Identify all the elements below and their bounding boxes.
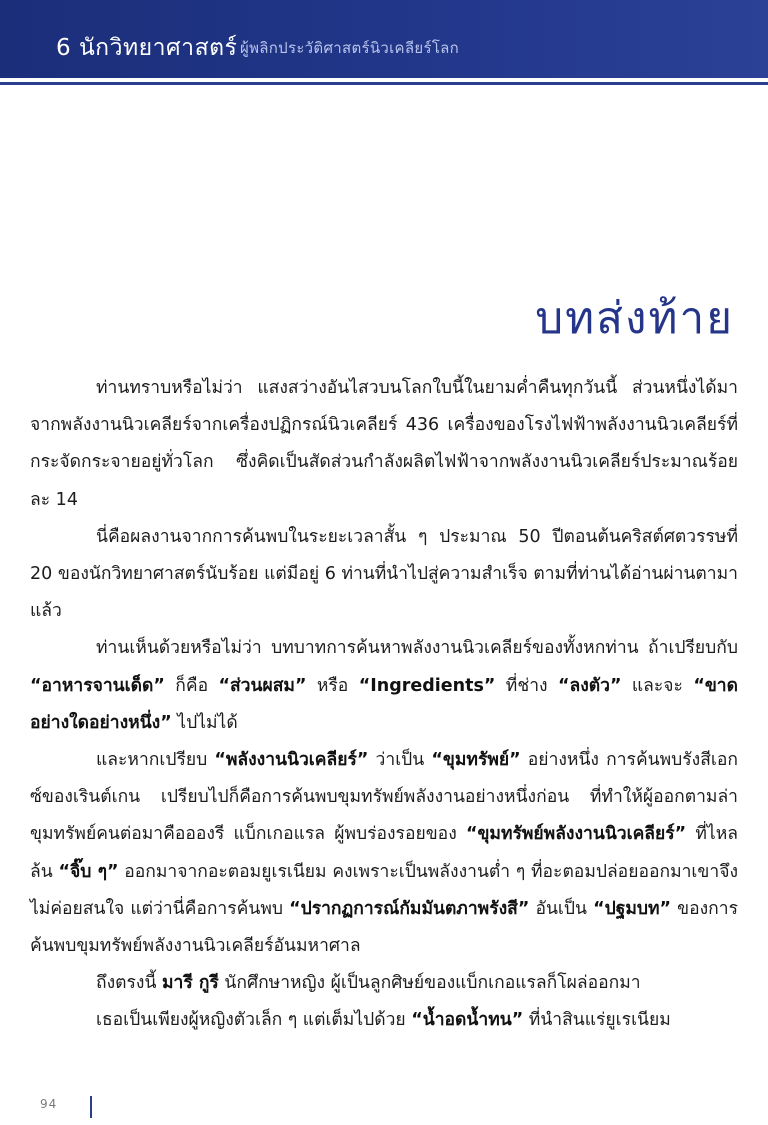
running-header bbox=[0, 0, 768, 78]
text-run: และหากเปรียบ bbox=[96, 750, 215, 771]
bold-term: “ลงตัว” bbox=[557, 675, 622, 696]
text-run: ก็คือ bbox=[164, 675, 219, 696]
text-run: ถึงตรงนี้ bbox=[96, 973, 162, 994]
text-run: และจะ bbox=[621, 675, 694, 696]
bold-term: “ขุมทรัพย์พลังงานนิวเคลียร์” bbox=[465, 824, 687, 845]
bold-term: “น้ำอดน้ำทน” bbox=[411, 1010, 524, 1031]
paragraph bbox=[30, 630, 738, 742]
text-run: ของการค้นพบขุมทรัพย์พลังงานนิวเคลียร์อันมหาศาล bbox=[30, 898, 738, 957]
text-run: นักศึกษาหญิง ผู้เป็นลูกศิษย์ของแบ็กเกอแรลก็โผล่ออกมา bbox=[218, 973, 641, 994]
text-run: ไปไม่ได้ bbox=[171, 712, 238, 733]
text-run: นี่คือผลงานจากการค้นพบในระยะเวลาสั้น ๆ ประมาณ 50 ปีตอนต้นคริสต์ศตวรรษที่ 20 ของนักวิทยาศาสตร์นับร้อย แต่มีอยู่ 6 ท่านที่นำไปสู่ความสำเร็จ ตามที่ท่านได้อ่านผ่านตามาแล้ว bbox=[30, 526, 738, 622]
bold-term: “Ingredients” bbox=[358, 675, 496, 696]
paragraph bbox=[30, 742, 738, 965]
bold-term: “ปรากฏการณ์กัมมันตภาพรังสี” bbox=[289, 898, 530, 919]
text-run: ที่ช่าง bbox=[495, 675, 558, 696]
bold-term: “พลังงานนิวเคลียร์” bbox=[214, 750, 369, 771]
bold-term: “ขาดอย่างใดอย่างหนึ่ง” bbox=[30, 675, 738, 733]
paragraph bbox=[30, 965, 738, 1002]
text-run: หรือ bbox=[306, 675, 359, 696]
paragraph bbox=[30, 370, 738, 519]
book-title: 6 นักวิทยาศาสตร์ bbox=[56, 35, 238, 61]
text-run: ออกมาจากอะตอมยูเรเนียม คงเพราะเป็นพลังงานต่ำ ๆ ที่อะตอมปล่อยออกมาเขาจึงไม่ค่อยสนใจ แต่ว่านี่คือการค้นพบ bbox=[30, 861, 738, 919]
text-run: ท่านทราบหรือไม่ว่า แสงสว่างอันไสวบนโลกใบนี้ในยามค่ำคืนทุกวันนี้ ส่วนหนึ่งได้มาจากพลังงานนิวเคลียร์จากเครื่องปฏิกรณ์นิวเคลียร์ 436 เครื่องของโรงไฟฟ้าพลังงานนิวเคลียร์ที่กระจัดกระจายอยู่ทั่วโลก ซึ่งคิดเป็นสัดส่วนกำลังผลิตไฟฟ้าจากพลังงานนิวเคลียร์ประมาณร้อยละ 14 bbox=[30, 378, 738, 510]
paragraph bbox=[30, 1002, 738, 1039]
text-run: เธอเป็นเพียงผู้หญิงตัวเล็ก ๆ แต่เต็มไปด้วย bbox=[96, 1010, 412, 1031]
text-run: ท่านเห็นด้วยหรือไม่ว่า บทบาทการค้นหาพลังงานนิวเคลียร์ของทั้งหกท่าน ถ้าเปรียบกับ bbox=[96, 638, 738, 659]
page-number: 94 bbox=[40, 1097, 58, 1111]
bold-term: “ส่วนผสม” bbox=[218, 675, 307, 696]
text-run: อันเป็น bbox=[529, 898, 594, 919]
book-subtitle: ผู้พลิกประวัติศาสตร์นิวเคลียร์โลก bbox=[240, 39, 460, 57]
bold-term: “จิ๊บ ๆ” bbox=[58, 861, 119, 882]
text-run: ที่นำสินแร่ยูเรเนียม bbox=[523, 1010, 671, 1031]
text-run: อย่างหนึ่ง การค้นพบรังสีเอกซ์ของเรินต์เกน เปรียบไปก็คือการค้นพบขุมทรัพย์พลังงานอย่างหนึ่งก่อน ที่ทำให้ผู้ออกตามล่าขุมทรัพย์คนต่อมาคืออองรี แบ็กเกอแรล ผู้พบร่องรอยของ bbox=[30, 750, 738, 845]
bold-term: “ขุมทรัพย์” bbox=[431, 750, 521, 771]
text-run: ว่าเป็น bbox=[368, 750, 432, 771]
text-run: ที่ไหลล้น bbox=[30, 824, 738, 882]
chapter-title: บทส่งท้าย bbox=[535, 293, 734, 345]
paragraph bbox=[30, 519, 738, 631]
bold-term: มารี กูรี bbox=[161, 973, 219, 994]
body-text bbox=[30, 370, 738, 1040]
footer-divider bbox=[90, 1096, 92, 1118]
bold-term: “ปฐมบท” bbox=[593, 898, 672, 919]
bold-term: “อาหารจานเด็ด” bbox=[30, 675, 165, 696]
header-rule bbox=[0, 82, 768, 85]
